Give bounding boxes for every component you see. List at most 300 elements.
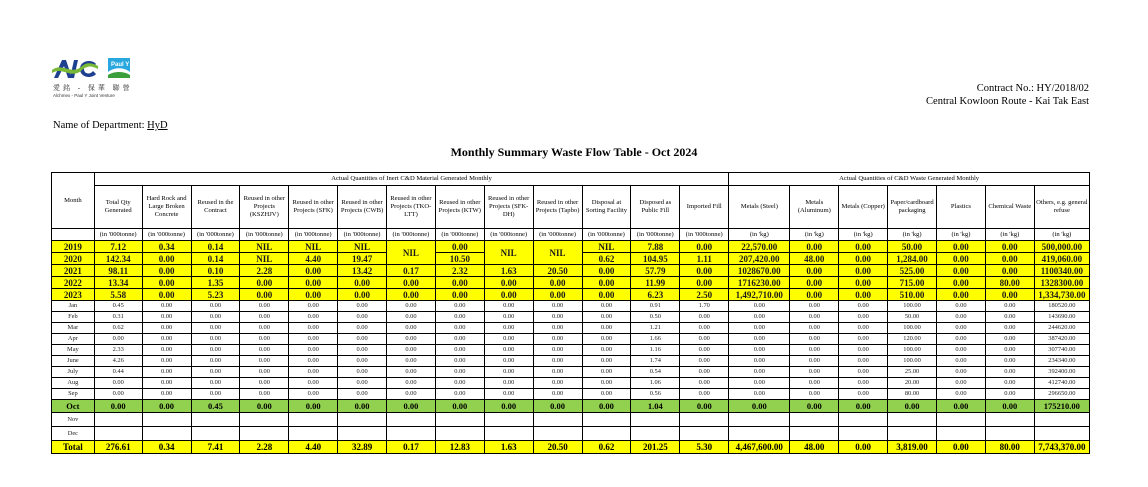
table-cell: 0.00 — [484, 334, 533, 345]
table-cell: 0.00 — [289, 378, 338, 389]
table-cell: 0.00 — [240, 289, 289, 301]
row-label: Nov — [52, 413, 95, 427]
table-cell: 0.00 — [240, 400, 289, 413]
table-cell: 0.00 — [191, 312, 240, 323]
table-cell: 0.00 — [289, 265, 338, 277]
table-cell: 0.00 — [936, 277, 985, 289]
table-cell: NIL — [240, 253, 289, 265]
table-cell: 0.00 — [240, 356, 289, 367]
table-cell: 0.00 — [484, 378, 533, 389]
column-header-row — [52, 186, 1090, 229]
table-cell: 0.00 — [533, 356, 582, 367]
year-row — [52, 289, 1090, 301]
table-cell: 0.00 — [936, 301, 985, 312]
table-cell: 0.00 — [729, 400, 790, 413]
table-cell: 0.00 — [435, 323, 484, 334]
table-cell: 0.00 — [191, 323, 240, 334]
empty-cell — [729, 427, 790, 441]
table-cell: 10.50 — [435, 253, 484, 265]
column-header: Reused in other Projects (Tapbo) — [533, 186, 582, 229]
empty-cell — [240, 413, 289, 427]
year-row — [52, 277, 1090, 289]
table-cell: 0.00 — [289, 334, 338, 345]
empty-cell — [240, 427, 289, 441]
table-cell: 0.00 — [839, 345, 888, 356]
table-cell: 0.00 — [533, 378, 582, 389]
table-cell: 0.00 — [289, 345, 338, 356]
table-cell: 0.00 — [985, 241, 1034, 253]
year-row — [52, 241, 1090, 253]
table-cell: 0.00 — [839, 289, 888, 301]
empty-cell — [888, 413, 937, 427]
table-cell: 0.00 — [680, 241, 729, 253]
table-cell: 0.62 — [94, 323, 142, 334]
row-label: 2022 — [52, 277, 95, 289]
table-cell: 100.00 — [888, 301, 937, 312]
column-header: Reused in other Projects (KTW) — [435, 186, 484, 229]
empty-cell — [484, 427, 533, 441]
table-cell: 525.00 — [888, 265, 937, 277]
column-header: Metals (Copper) — [839, 186, 888, 229]
table-cell: 0.00 — [985, 301, 1034, 312]
table-cell: 0.00 — [936, 253, 985, 265]
column-unit: (in '000tonne) — [94, 229, 142, 241]
table-cell: 0.00 — [533, 323, 582, 334]
table-cell: NIL — [338, 241, 387, 253]
table-cell: 307740.00 — [1034, 345, 1089, 356]
table-cell: 11.99 — [631, 277, 680, 289]
table-cell: 0.00 — [936, 241, 985, 253]
table-cell: 7.88 — [631, 241, 680, 253]
column-unit: (in '000tonne) — [435, 229, 484, 241]
table-cell: 0.00 — [142, 367, 191, 378]
row-label: 2019 — [52, 241, 95, 253]
table-cell: 0.00 — [680, 265, 729, 277]
table-cell: 0.00 — [484, 400, 533, 413]
table-cell: 0.00 — [936, 334, 985, 345]
row-label: Total — [52, 441, 95, 454]
table-cell: 0.00 — [790, 389, 839, 400]
table-cell: 0.00 — [729, 367, 790, 378]
column-unit: (in 'kg) — [936, 229, 985, 241]
table-cell: 296650.00 — [1034, 389, 1089, 400]
empty-cell — [94, 427, 142, 441]
table-cell: 2.32 — [435, 265, 484, 277]
table-cell: 0.00 — [936, 389, 985, 400]
table-cell: 0.00 — [142, 312, 191, 323]
table-cell: 0.00 — [435, 400, 484, 413]
empty-cell — [387, 427, 436, 441]
table-cell: 244620.00 — [1034, 323, 1089, 334]
table-cell: 0.00 — [240, 389, 289, 400]
table-cell: 0.45 — [191, 400, 240, 413]
table-cell: 0.62 — [582, 441, 631, 454]
row-label: Feb — [52, 312, 95, 323]
column-header: Reused in other Projects (CWB) — [338, 186, 387, 229]
table-cell: 32.89 — [338, 441, 387, 454]
row-label: Jan — [52, 301, 95, 312]
table-cell: 80.00 — [888, 389, 937, 400]
table-cell: 0.00 — [533, 334, 582, 345]
row-label: May — [52, 345, 95, 356]
table-cell: 4,467,600.00 — [729, 441, 790, 454]
table-cell: 0.00 — [142, 334, 191, 345]
table-cell: 1.63 — [484, 265, 533, 277]
column-header: Reused in other Projects (SFK) — [289, 186, 338, 229]
empty-cell — [790, 427, 839, 441]
table-cell: 0.00 — [191, 356, 240, 367]
table-cell: 0.34 — [142, 441, 191, 454]
table-cell: 0.50 — [631, 312, 680, 323]
table-cell: 0.00 — [985, 389, 1034, 400]
table-cell: 0.00 — [142, 356, 191, 367]
empty-cell — [582, 413, 631, 427]
table-cell: 0.56 — [631, 389, 680, 400]
row-label: 2021 — [52, 265, 95, 277]
table-cell: 715.00 — [888, 277, 937, 289]
unit-row — [52, 229, 1090, 241]
table-cell: 0.91 — [631, 301, 680, 312]
table-cell: 0.17 — [387, 441, 436, 454]
table-cell: 48.00 — [790, 441, 839, 454]
column-unit: (in 'kg) — [790, 229, 839, 241]
table-cell: 0.00 — [582, 334, 631, 345]
table-cell: 0.00 — [936, 356, 985, 367]
table-cell: NIL — [533, 241, 582, 265]
table-cell: 0.00 — [680, 400, 729, 413]
table-cell: 0.00 — [582, 389, 631, 400]
empty-cell — [289, 413, 338, 427]
table-cell: 0.00 — [790, 312, 839, 323]
table-cell: 0.54 — [631, 367, 680, 378]
table-cell: 0.00 — [790, 289, 839, 301]
waste-flow-table — [51, 172, 1090, 454]
table-cell: 0.00 — [839, 441, 888, 454]
empty-cell — [790, 413, 839, 427]
table-cell: 0.00 — [289, 277, 338, 289]
table-cell: 0.17 — [387, 265, 436, 277]
table-cell: 1.06 — [631, 378, 680, 389]
empty-cell — [729, 413, 790, 427]
table-cell: 0.62 — [582, 253, 631, 265]
empty-cell — [839, 427, 888, 441]
table-cell: 0.00 — [338, 367, 387, 378]
column-unit: (in 'kg) — [729, 229, 790, 241]
table-cell: 0.00 — [936, 367, 985, 378]
table-cell: 1.04 — [631, 400, 680, 413]
empty-cell — [888, 427, 937, 441]
future-month-row — [52, 413, 1090, 427]
month-row — [52, 301, 1090, 312]
table-cell: 0.00 — [338, 301, 387, 312]
table-cell: 0.00 — [680, 334, 729, 345]
empty-cell — [191, 413, 240, 427]
table-cell: 0.00 — [435, 301, 484, 312]
table-cell: 0.00 — [387, 312, 436, 323]
table-cell: 0.00 — [387, 378, 436, 389]
table-cell: 0.00 — [387, 400, 436, 413]
table-cell: 0.00 — [338, 378, 387, 389]
table-cell: 0.00 — [839, 389, 888, 400]
table-cell: 12.83 — [435, 441, 484, 454]
table-cell: 0.00 — [582, 378, 631, 389]
table-cell: 7.12 — [94, 241, 142, 253]
table-cell: 0.00 — [582, 356, 631, 367]
table-cell: 0.00 — [790, 378, 839, 389]
table-cell: 0.00 — [240, 334, 289, 345]
contract-number: Contract No.: HY/2018/02 — [976, 83, 1089, 94]
table-cell: 0.00 — [729, 389, 790, 400]
table-cell: 0.00 — [533, 389, 582, 400]
table-cell: 0.00 — [142, 277, 191, 289]
waste-group-header: Actual Quantities of C&D Waste Generated Monthly — [729, 173, 1090, 186]
table-cell: 0.00 — [142, 378, 191, 389]
empty-cell — [1034, 427, 1089, 441]
table-cell: 0.00 — [533, 301, 582, 312]
month-row — [52, 367, 1090, 378]
table-cell: 419,060.00 — [1034, 253, 1089, 265]
month-header: Month — [52, 173, 95, 229]
table-cell: 2.28 — [240, 265, 289, 277]
row-label: June — [52, 356, 95, 367]
table-cell: 1,284.00 — [888, 253, 937, 265]
table-cell: 1328300.00 — [1034, 277, 1089, 289]
table-cell: 98.11 — [94, 265, 142, 277]
table-cell: 0.00 — [240, 301, 289, 312]
table-cell: 0.00 — [435, 367, 484, 378]
table-cell: 0.00 — [936, 323, 985, 334]
svg-text:Paul Y: Paul Y — [111, 62, 130, 68]
table-cell: 0.00 — [985, 367, 1034, 378]
table-cell: 1.35 — [191, 277, 240, 289]
row-label: July — [52, 367, 95, 378]
table-cell: 0.00 — [839, 323, 888, 334]
table-cell: 0.00 — [582, 323, 631, 334]
table-cell: 4.40 — [289, 253, 338, 265]
empty-cell — [680, 427, 729, 441]
table-cell: 0.00 — [338, 334, 387, 345]
column-header: Hard Rock and Large Broken Concrete — [142, 186, 191, 229]
table-cell: 0.00 — [790, 334, 839, 345]
column-unit: (in '000tonne) — [387, 229, 436, 241]
column-header: Paper/cardboard packaging — [888, 186, 937, 229]
table-cell: 0.00 — [680, 378, 729, 389]
row-label: 2023 — [52, 289, 95, 301]
unit-month-cell — [52, 229, 95, 241]
empty-cell — [533, 413, 582, 427]
column-header: Reused in the Contract — [191, 186, 240, 229]
table-cell: 0.00 — [729, 356, 790, 367]
empty-cell — [936, 427, 985, 441]
table-cell: 0.00 — [985, 378, 1034, 389]
table-cell: 0.00 — [240, 378, 289, 389]
table-cell: 0.00 — [240, 323, 289, 334]
table-cell: 0.00 — [484, 289, 533, 301]
table-cell: 0.00 — [142, 323, 191, 334]
table-cell: 100.00 — [888, 345, 937, 356]
column-unit: (in '000tonne) — [338, 229, 387, 241]
table-cell: 0.00 — [387, 334, 436, 345]
table-cell: 0.00 — [790, 265, 839, 277]
table-cell: 20.50 — [533, 441, 582, 454]
table-cell: 0.00 — [191, 367, 240, 378]
month-row — [52, 323, 1090, 334]
table-cell: 0.00 — [985, 323, 1034, 334]
column-unit: (in 'kg) — [839, 229, 888, 241]
column-header: Total Qty Generated — [94, 186, 142, 229]
table-cell: 0.00 — [680, 312, 729, 323]
table-cell: 0.00 — [142, 301, 191, 312]
table-cell: 0.00 — [839, 312, 888, 323]
column-unit: (in '000tonne) — [240, 229, 289, 241]
table-cell: 0.00 — [839, 265, 888, 277]
table-cell: 0.00 — [387, 356, 436, 367]
table-cell: 80.00 — [985, 277, 1034, 289]
table-cell: 0.00 — [338, 400, 387, 413]
table-cell: 0.14 — [191, 241, 240, 253]
table-cell: 0.00 — [338, 312, 387, 323]
column-header: Metals (Aluminum) — [790, 186, 839, 229]
table-cell: 1028670.00 — [729, 265, 790, 277]
table-cell: 0.00 — [582, 289, 631, 301]
table-cell: 0.00 — [729, 323, 790, 334]
table-cell: 0.00 — [387, 323, 436, 334]
column-unit: (in '000tonne) — [289, 229, 338, 241]
row-label: Apr — [52, 334, 95, 345]
empty-cell — [387, 413, 436, 427]
table-cell: 0.00 — [533, 277, 582, 289]
table-cell: 20.50 — [533, 265, 582, 277]
month-row — [52, 312, 1090, 323]
table-cell: 1.21 — [631, 323, 680, 334]
empty-cell — [680, 413, 729, 427]
empty-cell — [631, 413, 680, 427]
table-cell: 20.00 — [888, 378, 937, 389]
month-row — [52, 356, 1090, 367]
table-cell: 0.00 — [839, 334, 888, 345]
row-label: 2020 — [52, 253, 95, 265]
column-unit: (in '000tonne) — [631, 229, 680, 241]
empty-cell — [142, 427, 191, 441]
column-header: Imported Fill — [680, 186, 729, 229]
table-cell: NIL — [387, 241, 436, 265]
table-cell: 0.34 — [142, 241, 191, 253]
table-cell: 0.00 — [240, 367, 289, 378]
table-cell: 1100340.00 — [1034, 265, 1089, 277]
future-month-row — [52, 427, 1090, 441]
column-header: Chemical Waste — [985, 186, 1034, 229]
department-line — [53, 120, 168, 131]
table-cell: 0.00 — [729, 312, 790, 323]
table-cell: 0.00 — [94, 400, 142, 413]
table-cell: 0.00 — [94, 389, 142, 400]
table-cell: 0.00 — [338, 356, 387, 367]
table-cell: 3,819.00 — [888, 441, 937, 454]
table-cell: 0.00 — [289, 312, 338, 323]
column-unit: (in '000tonne) — [533, 229, 582, 241]
table-cell: 0.00 — [484, 312, 533, 323]
table-cell: 0.00 — [435, 312, 484, 323]
month-row — [52, 389, 1090, 400]
column-unit: (in '000tonne) — [142, 229, 191, 241]
table-cell: NIL — [289, 241, 338, 253]
column-unit: (in 'kg) — [1034, 229, 1089, 241]
table-cell: 1,492,710.00 — [729, 289, 790, 301]
table-cell: 2.33 — [94, 345, 142, 356]
table-cell: 0.00 — [387, 277, 436, 289]
table-cell: 2.28 — [240, 441, 289, 454]
table-cell: 0.00 — [289, 323, 338, 334]
table-cell: 0.00 — [289, 400, 338, 413]
table-cell: 1.70 — [680, 301, 729, 312]
column-header: Others, e.g. general refuse — [1034, 186, 1089, 229]
table-cell: 0.00 — [435, 334, 484, 345]
table-cell: 0.00 — [790, 277, 839, 289]
year-row — [52, 265, 1090, 277]
table-cell: 0.00 — [484, 345, 533, 356]
table-cell: 0.00 — [484, 389, 533, 400]
table-cell: 0.00 — [680, 356, 729, 367]
table-cell: 0.00 — [936, 289, 985, 301]
table-cell: 1.11 — [680, 253, 729, 265]
table-cell: 0.00 — [338, 289, 387, 301]
table-cell: 1.63 — [484, 441, 533, 454]
table-cell: 0.00 — [387, 301, 436, 312]
table-cell: 0.00 — [142, 400, 191, 413]
table-cell: 0.00 — [936, 312, 985, 323]
table-cell: 510.00 — [888, 289, 937, 301]
table-cell: 0.00 — [94, 334, 142, 345]
table-cell: 80.00 — [985, 441, 1034, 454]
empty-cell — [435, 413, 484, 427]
table-cell: 0.00 — [142, 265, 191, 277]
column-unit: (in '000tonne) — [191, 229, 240, 241]
table-cell: 0.00 — [839, 253, 888, 265]
table-cell: 180520.00 — [1034, 301, 1089, 312]
column-unit: (in '000tonne) — [484, 229, 533, 241]
column-unit: (in '000tonne) — [680, 229, 729, 241]
empty-cell — [338, 413, 387, 427]
table-cell: 0.45 — [94, 301, 142, 312]
inert-group-header: Actual Quantities of Inert C&D Material Generated Monthly — [94, 173, 728, 186]
table-cell: 175210.00 — [1034, 400, 1089, 413]
table-cell: 0.00 — [142, 345, 191, 356]
table-cell: 0.00 — [387, 345, 436, 356]
table-cell: 0.00 — [289, 301, 338, 312]
table-cell: 100.00 — [888, 323, 937, 334]
table-cell: 5.58 — [94, 289, 142, 301]
column-unit: (in '000tonne) — [582, 229, 631, 241]
month-row — [52, 378, 1090, 389]
table-cell: 0.00 — [839, 367, 888, 378]
table-cell: 0.00 — [985, 253, 1034, 265]
page-title: Monthly Summary Waste Flow Table - Oct 2024 — [450, 145, 698, 159]
column-header: Disposal at Sorting Facility — [582, 186, 631, 229]
empty-cell — [533, 427, 582, 441]
table-cell: 0.00 — [338, 389, 387, 400]
column-header: Reused in other Projects (SFK-DH) — [484, 186, 533, 229]
table-cell: 100.00 — [888, 356, 937, 367]
contract-info — [926, 82, 1089, 108]
column-header: Metals (Steel) — [729, 186, 790, 229]
table-cell: 0.00 — [729, 301, 790, 312]
table-cell: 0.00 — [680, 345, 729, 356]
table-cell: 0.00 — [435, 277, 484, 289]
table-cell: 0.10 — [191, 265, 240, 277]
table-cell: 48.00 — [790, 253, 839, 265]
table-cell: 142.34 — [94, 253, 142, 265]
table-cell: 0.00 — [839, 241, 888, 253]
